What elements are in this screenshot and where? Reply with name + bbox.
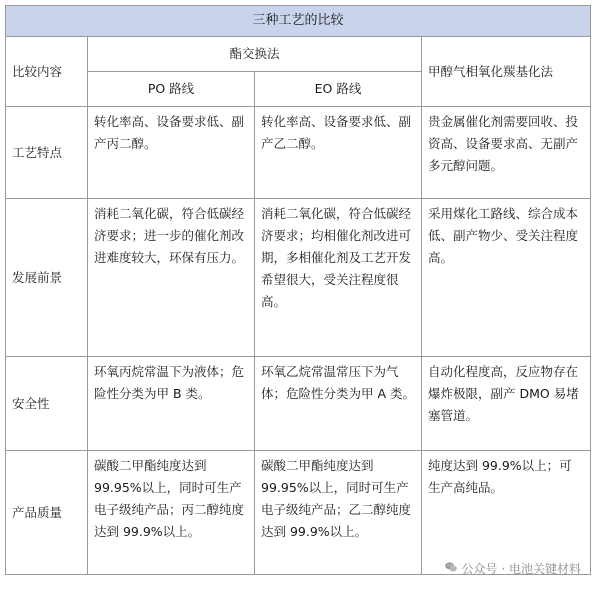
header-methanol-carbonylation: 甲醇气相氧化羰基化法 [422,37,591,107]
cell-po: 环氧丙烷常温下为液体；危险性分类为甲 B 类。 [88,357,255,451]
cell-eo: 碳酸二甲酯纯度达到 99.95%以上，同时可生产电子级纯产品；乙二醇纯度达到 99.9%以上。 [255,451,422,575]
header-transesterification: 酯交换法 [88,37,422,72]
cell-po: 消耗二氧化碳，符合低碳经济要求；进一步的催化剂改进难度较大，环保有压力。 [88,199,255,357]
cell-po: 转化率高、设备要求低、副产丙二醇。 [88,107,255,199]
header-po-route: PO 路线 [88,72,255,107]
cell-methanol: 自动化程度高，反应物存在爆炸极限，副产 DMO 易堵塞管道。 [422,357,591,451]
cell-eo: 环氧乙烷常温常压下为气体；危险性分类为甲 A 类。 [255,357,422,451]
cell-methanol: 纯度达到 99.9%以上；可生产高纯品。 [422,451,591,575]
cell-po: 碳酸二甲酯纯度达到 99.95%以上，同时可生产电子级纯产品；丙二醇纯度达到 99.9%以上。 [88,451,255,575]
cell-eo: 消耗二氧化碳，符合低碳经济要求；均相催化剂改进可期，多相催化剂及工艺开发希望很大，受关注程度很高。 [255,199,422,357]
table-row [6,199,591,357]
row-label: 发展前景 [6,199,88,357]
cell-methanol: 贵金属催化剂需要回收、投资高、设备要求高、无副产多元醇问题。 [422,107,591,199]
comparison-table [5,5,591,575]
row-label: 安全性 [6,357,88,451]
watermark-text: 公众号 · 电池关键材料 [461,562,581,576]
header-compare-content: 比较内容 [6,37,88,107]
watermark [444,560,581,577]
table-title: 三种工艺的比较 [6,6,591,37]
table-row [6,357,591,451]
wechat-icon [444,560,458,577]
table-row [6,107,591,199]
row-label: 产品质量 [6,451,88,575]
row-label: 工艺特点 [6,107,88,199]
table-row [6,451,591,575]
cell-methanol: 采用煤化工路线、综合成本低、副产物少、受关注程度高。 [422,199,591,357]
cell-eo: 转化率高、设备要求低、副产乙二醇。 [255,107,422,199]
header-eo-route: EO 路线 [255,72,422,107]
